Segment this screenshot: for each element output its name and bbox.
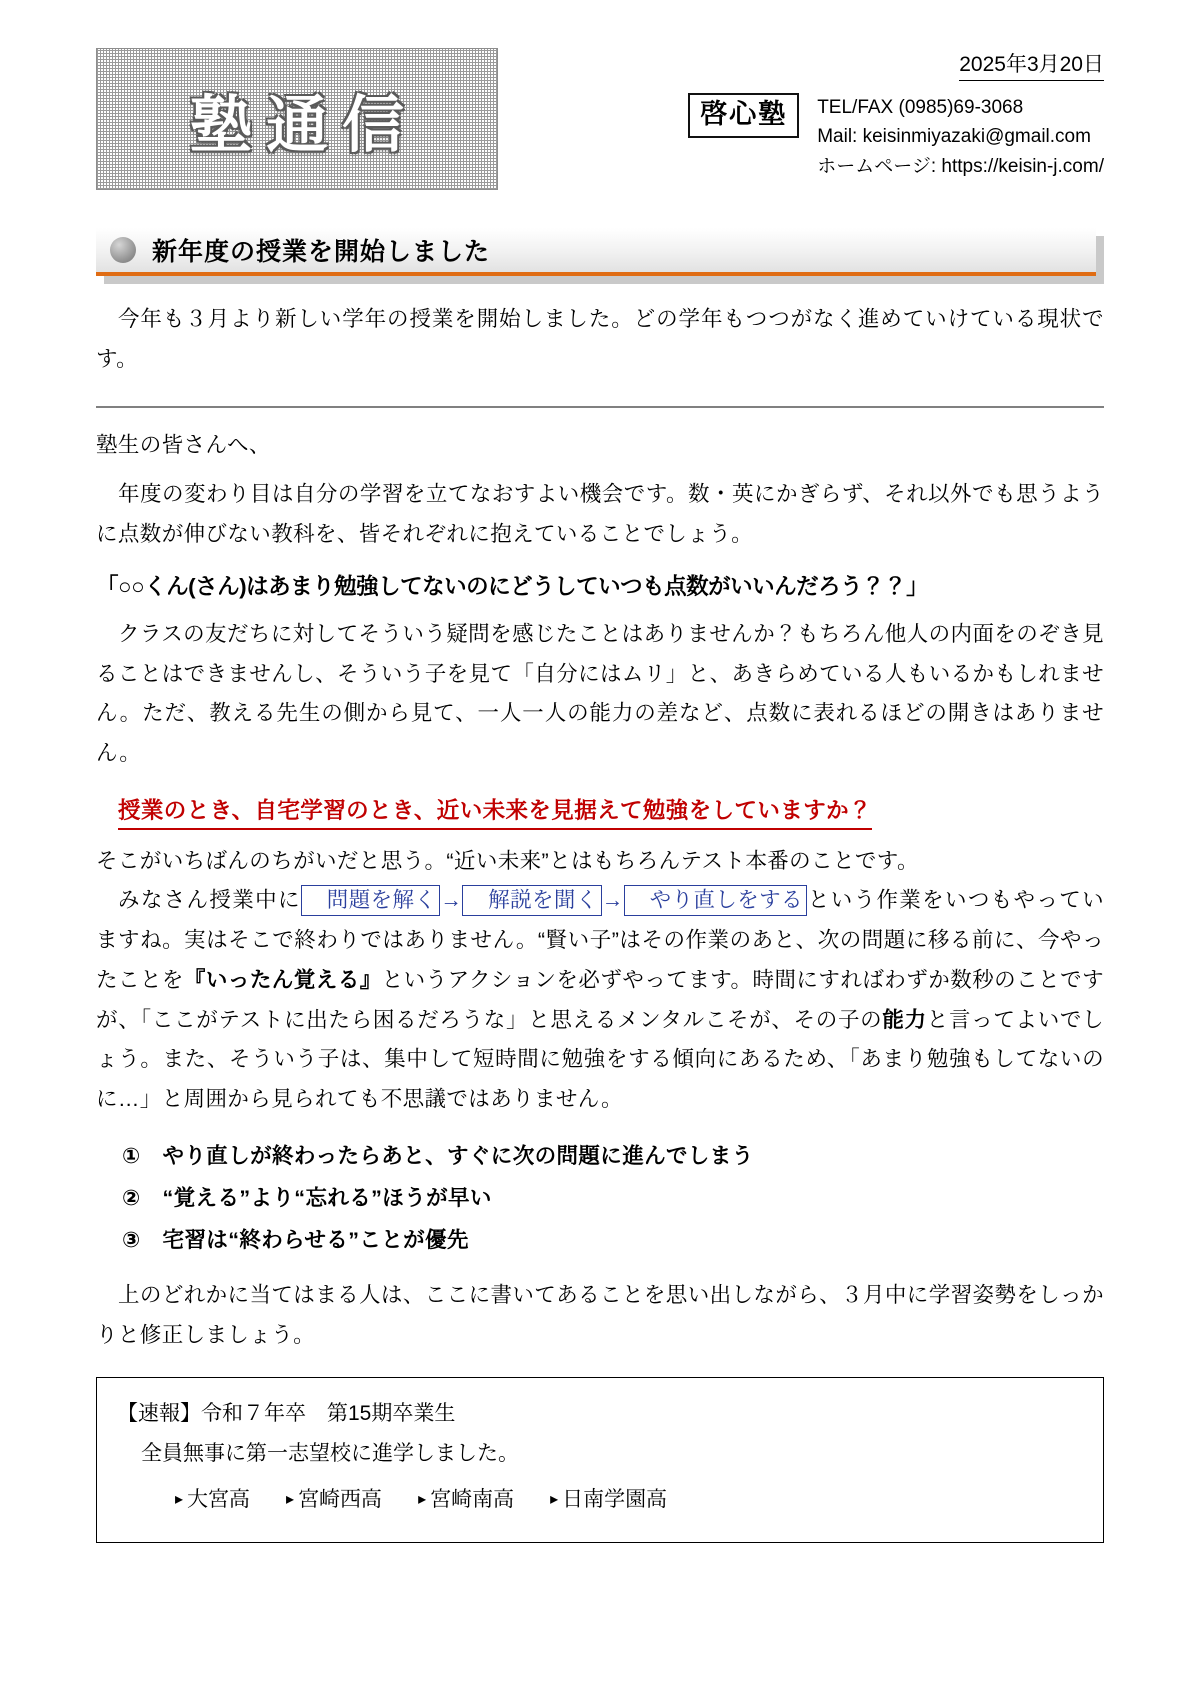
masthead-title: 塾通信	[189, 87, 418, 161]
school-stamp: 啓心塾	[688, 93, 799, 138]
school-item: ▸ 大宮高	[175, 1480, 250, 1520]
p4-bold-1: 『いったん覚える』	[183, 967, 382, 992]
contact-block	[817, 93, 1104, 181]
section-divider	[96, 406, 1104, 408]
p4-part4: と言ってよいでしょう。また、そういう子は、集中して短時間に勉強をする傾向にあるため、「あまり勉強もしてないのに…」と周囲から見られても不思議ではありません。	[96, 1007, 1104, 1112]
issue-date: 2025年3月20日	[959, 48, 1104, 81]
flow-step-3: やり直しをする	[624, 885, 807, 916]
document-header	[96, 48, 1104, 208]
school-item: ▸ 宮崎南高	[418, 1480, 514, 1520]
school-item: ▸ 日南学園高	[550, 1480, 667, 1520]
school-item: ▸ 宮崎西高	[286, 1480, 382, 1520]
p4-part1: みなさん授業中に	[118, 888, 301, 913]
list-item: ① やり直しが終わったらあと、すぐに次の問題に進んでしまう	[122, 1144, 754, 1169]
letter-paragraph-1: 年度の変わり目は自分の学習を立てなおすよい機会です。数・英にかぎらず、それ以外でも思うように点数が伸びない教科を、皆それぞれに抱えていることでしょう。	[96, 482, 1104, 547]
contact-homepage: ホームページ: https://keisin-j.com/	[817, 155, 1104, 177]
numbered-list	[96, 1136, 1104, 1262]
headline-red-wrap	[96, 792, 1104, 832]
letter-section	[96, 426, 1104, 1356]
banner-title: 新年度の授業を開始しました	[152, 238, 491, 266]
letter-paragraph-4	[96, 881, 1104, 1120]
masthead	[96, 48, 498, 190]
list-item: ③ 宅習は“終わらせる”ことが優先	[122, 1227, 469, 1252]
intro-paragraph: 今年も３月より新しい学年の授業を開始しました。どの学年もつつがなく進めていけている現状です。	[96, 307, 1104, 371]
letter-paragraph-2: クラスの友だちに対してそういう疑問を感じたことはありませんか？もちろん他人の内面をのぞき見ることはできませんし、そういう子を見て「自分にはムリ」と、あきらめている人もいるかもしれません。ただ、教える先生の側から見て、一人一人の能力の差など、点数に表れるほどの開きはありません。	[96, 621, 1104, 766]
p4-part2: という作業をいつもやっていますね。実はそこで終わりではありません。“賢い子”はその作業のあと、次の問題に移る前に、今やったことを	[96, 888, 1104, 992]
p4-part3: というアクションを必ずやってます。時間にすればわずか数秒のことですが、「ここがテストに出たら困るだろうな」と思えるメンタルこそが、その子の	[96, 967, 1104, 1032]
headline-red: 授業のとき、自宅学習のとき、近い未来を見据えて勉強をしていますか？	[118, 794, 872, 830]
p4-bold-2: 能力	[882, 1007, 927, 1032]
letter-paragraph-3: そこがいちばんのちがいだと思う。“近い未来”とはもちろんテスト本番のことです。	[96, 848, 919, 873]
notice-line-1: 【速報】令和７年卒 第15期卒業生	[117, 1402, 456, 1426]
notice-line-2: 全員無事に第一志望校に進学しました。	[141, 1442, 519, 1466]
flow-step-1: 問題を解く	[301, 885, 441, 916]
flow-arrow-1: →	[440, 888, 463, 913]
list-item: ② “覚える”より“忘れる”ほうが早い	[122, 1185, 492, 1210]
notice-box	[96, 1377, 1104, 1543]
school-list	[117, 1480, 1083, 1520]
flow-step-2: 解説を聞く	[462, 885, 602, 916]
sphere-bullet-icon	[110, 237, 136, 263]
contact-mail: Mail: keisinmiyazaki@gmail.com	[817, 126, 1091, 148]
section-banner	[96, 228, 1104, 284]
letter-closing: 上のどれかに当てはまる人は、ここに書いてあることを思い出しながら、３月中に学習姿勢をしっかりと修正しましょう。	[96, 1282, 1104, 1347]
flow-arrow-2: →	[601, 888, 624, 913]
salutation: 塾生の皆さんへ、	[96, 432, 271, 457]
contact-tel: TEL/FAX (0985)69-3068	[817, 97, 1024, 118]
banner-bar	[96, 228, 1096, 276]
intro-section	[96, 300, 1104, 380]
headline-question: 「○○くん(さん)はあまり勉強してないのにどうしていつも点数がいいんだろう？？」	[96, 573, 929, 599]
